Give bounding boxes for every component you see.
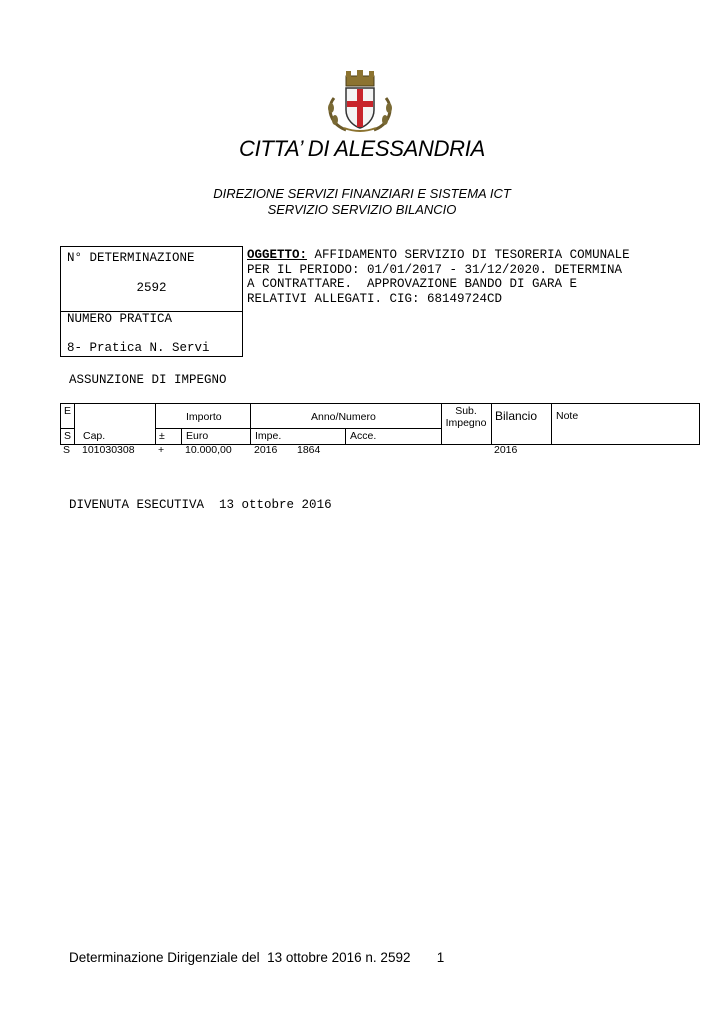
service-name: SERVIZIO SERVIZIO BILANCIO bbox=[267, 202, 457, 217]
row-cap: 101030308 bbox=[82, 444, 135, 456]
row-impe-anno: 2016 bbox=[254, 444, 278, 456]
executive-status bbox=[69, 498, 332, 512]
subject-line-3: A CONTRATTARE. APPROVAZIONE BANDO DI GARA E bbox=[247, 277, 578, 292]
page-number: 1 bbox=[436, 950, 445, 965]
executive-date: 13 ottobre 2016 bbox=[219, 498, 332, 512]
header-sign: ± bbox=[159, 430, 165, 442]
row-s: S bbox=[63, 444, 71, 456]
city-crest-icon bbox=[322, 68, 398, 134]
determination-label: N° DETERMINAZIONE bbox=[67, 251, 195, 265]
practice-value: 8- Pratica N. Servi bbox=[67, 341, 210, 355]
header-acce: Acce. bbox=[350, 430, 377, 442]
city-title: CITTA’ DI ALESSANDRIA bbox=[239, 136, 485, 161]
subject-block bbox=[247, 248, 687, 306]
header-bilancio: Bilancio bbox=[495, 409, 538, 423]
department-name: DIREZIONE SERVIZI FINANZIARI E SISTEMA ICT bbox=[213, 186, 511, 201]
header-sub-impegno: Sub. Impegno bbox=[445, 405, 487, 429]
page-footer bbox=[69, 950, 444, 965]
row-euro: 10.000,00 bbox=[185, 444, 232, 456]
header-s: S bbox=[64, 430, 72, 442]
header-importo: Importo bbox=[186, 411, 222, 423]
header-e: E bbox=[64, 405, 72, 417]
footer-text: Determinazione Dirigenziale del 13 ottobre 2016 n. 2592 bbox=[69, 950, 411, 965]
header-cap: Cap. bbox=[83, 430, 106, 442]
executive-label: DIVENUTA ESECUTIVA bbox=[69, 498, 205, 512]
header-anno-numero: Anno/Numero bbox=[311, 411, 376, 423]
practice-number-box bbox=[60, 310, 243, 357]
section-title: ASSUNZIONE DI IMPEGNO bbox=[69, 373, 227, 387]
header-note: Note bbox=[556, 410, 579, 422]
subject-line-1: AFFIDAMENTO SERVIZIO DI TESORERIA COMUNALE bbox=[314, 248, 630, 262]
commitment-table-header bbox=[60, 403, 700, 445]
row-sign: + bbox=[158, 444, 165, 456]
row-impe-num: 1864 bbox=[297, 444, 321, 456]
determination-number: 2592 bbox=[136, 281, 167, 295]
subject-label: OGGETTO: bbox=[247, 248, 308, 262]
subject-line-2: PER IL PERIODO: 01/01/2017 - 31/12/2020. DETERMINA bbox=[247, 262, 623, 277]
row-bilancio: 2016 bbox=[494, 444, 518, 456]
header-impe: Impe. bbox=[255, 430, 282, 442]
subject-line-4: RELATIVI ALLEGATI. CIG: 68149724CD bbox=[247, 291, 503, 306]
header-euro: Euro bbox=[186, 430, 209, 442]
determination-number-box bbox=[60, 246, 243, 312]
practice-label: NUMERO PRATICA bbox=[67, 312, 173, 326]
